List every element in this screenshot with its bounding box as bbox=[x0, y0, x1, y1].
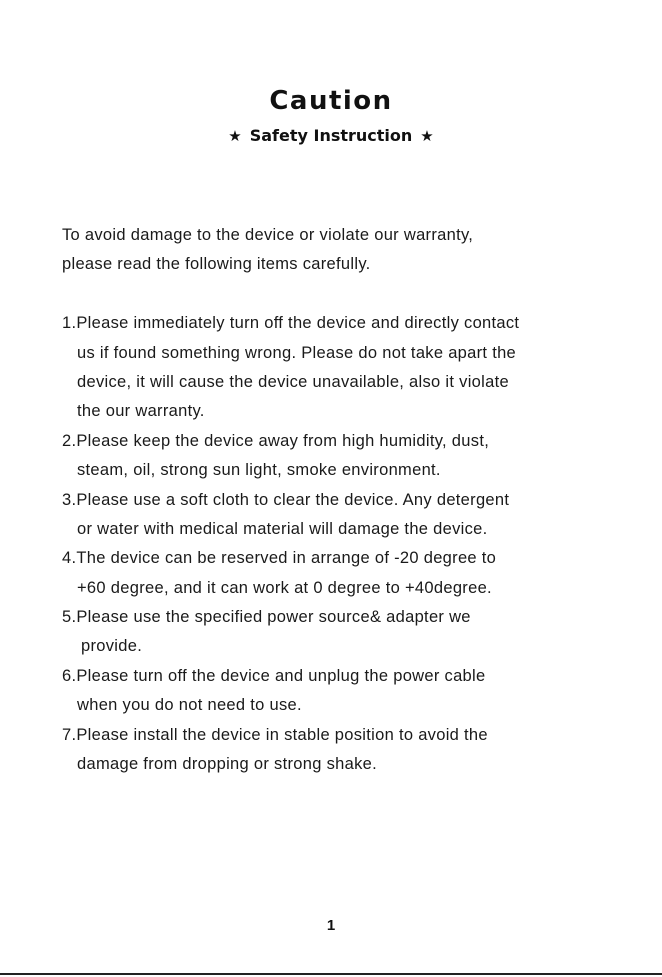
list-item-line: 7.Please install the device in stable position to avoid the bbox=[62, 725, 488, 744]
intro-line: please read the following items carefully. bbox=[62, 255, 371, 274]
list-item-line: device, it will cause the device unavailable, also it violate bbox=[77, 372, 509, 391]
subtitle bbox=[0, 126, 662, 145]
list-item-line: 6.Please turn off the device and unplug the power cable bbox=[62, 666, 486, 685]
intro-line: To avoid damage to the device or violate our warranty, bbox=[62, 226, 474, 244]
list-item-line: 2.Please keep the device away from high humidity, dust, bbox=[62, 431, 490, 450]
star-icon: ★ bbox=[420, 127, 434, 145]
list-item-line: 4.The device can be reserved in arrange of -20 degree to bbox=[62, 549, 497, 568]
list-item-line: 5.Please use the specified power source& adapter we bbox=[62, 608, 471, 627]
list-item bbox=[62, 721, 622, 780]
list-item-line: when you do not need to use. bbox=[77, 696, 302, 715]
list-item-line: 1.Please immediately turn off the device and directly contact bbox=[62, 314, 520, 333]
page-title: Caution bbox=[269, 86, 393, 116]
page-number: 1 bbox=[326, 917, 336, 934]
list-item-line: damage from dropping or strong shake. bbox=[77, 755, 378, 774]
bottom-rule bbox=[0, 973, 662, 975]
list-item bbox=[62, 603, 622, 662]
instructions-body bbox=[62, 221, 622, 779]
list-item bbox=[62, 309, 622, 427]
list-item-line: 3.Please use a soft cloth to clear the device. Any detergent bbox=[62, 490, 510, 509]
list-item-line: provide. bbox=[81, 637, 143, 656]
list-item-line: +60 degree, and it can work at 0 degree to +40degree. bbox=[77, 578, 492, 597]
list-item bbox=[62, 486, 622, 545]
list-item bbox=[62, 662, 622, 721]
list-item bbox=[62, 544, 622, 603]
list-item bbox=[62, 427, 622, 486]
paragraph-gap bbox=[62, 280, 622, 309]
subtitle-text: Safety Instruction bbox=[249, 126, 413, 145]
star-icon: ★ bbox=[228, 127, 242, 145]
list-item-line: or water with medical material will damage the device. bbox=[77, 519, 488, 538]
list-item-line: the our warranty. bbox=[77, 402, 205, 421]
list-item-line: steam, oil, strong sun light, smoke environment. bbox=[77, 461, 441, 480]
list-item-line: us if found something wrong. Please do not take apart the bbox=[77, 343, 517, 362]
